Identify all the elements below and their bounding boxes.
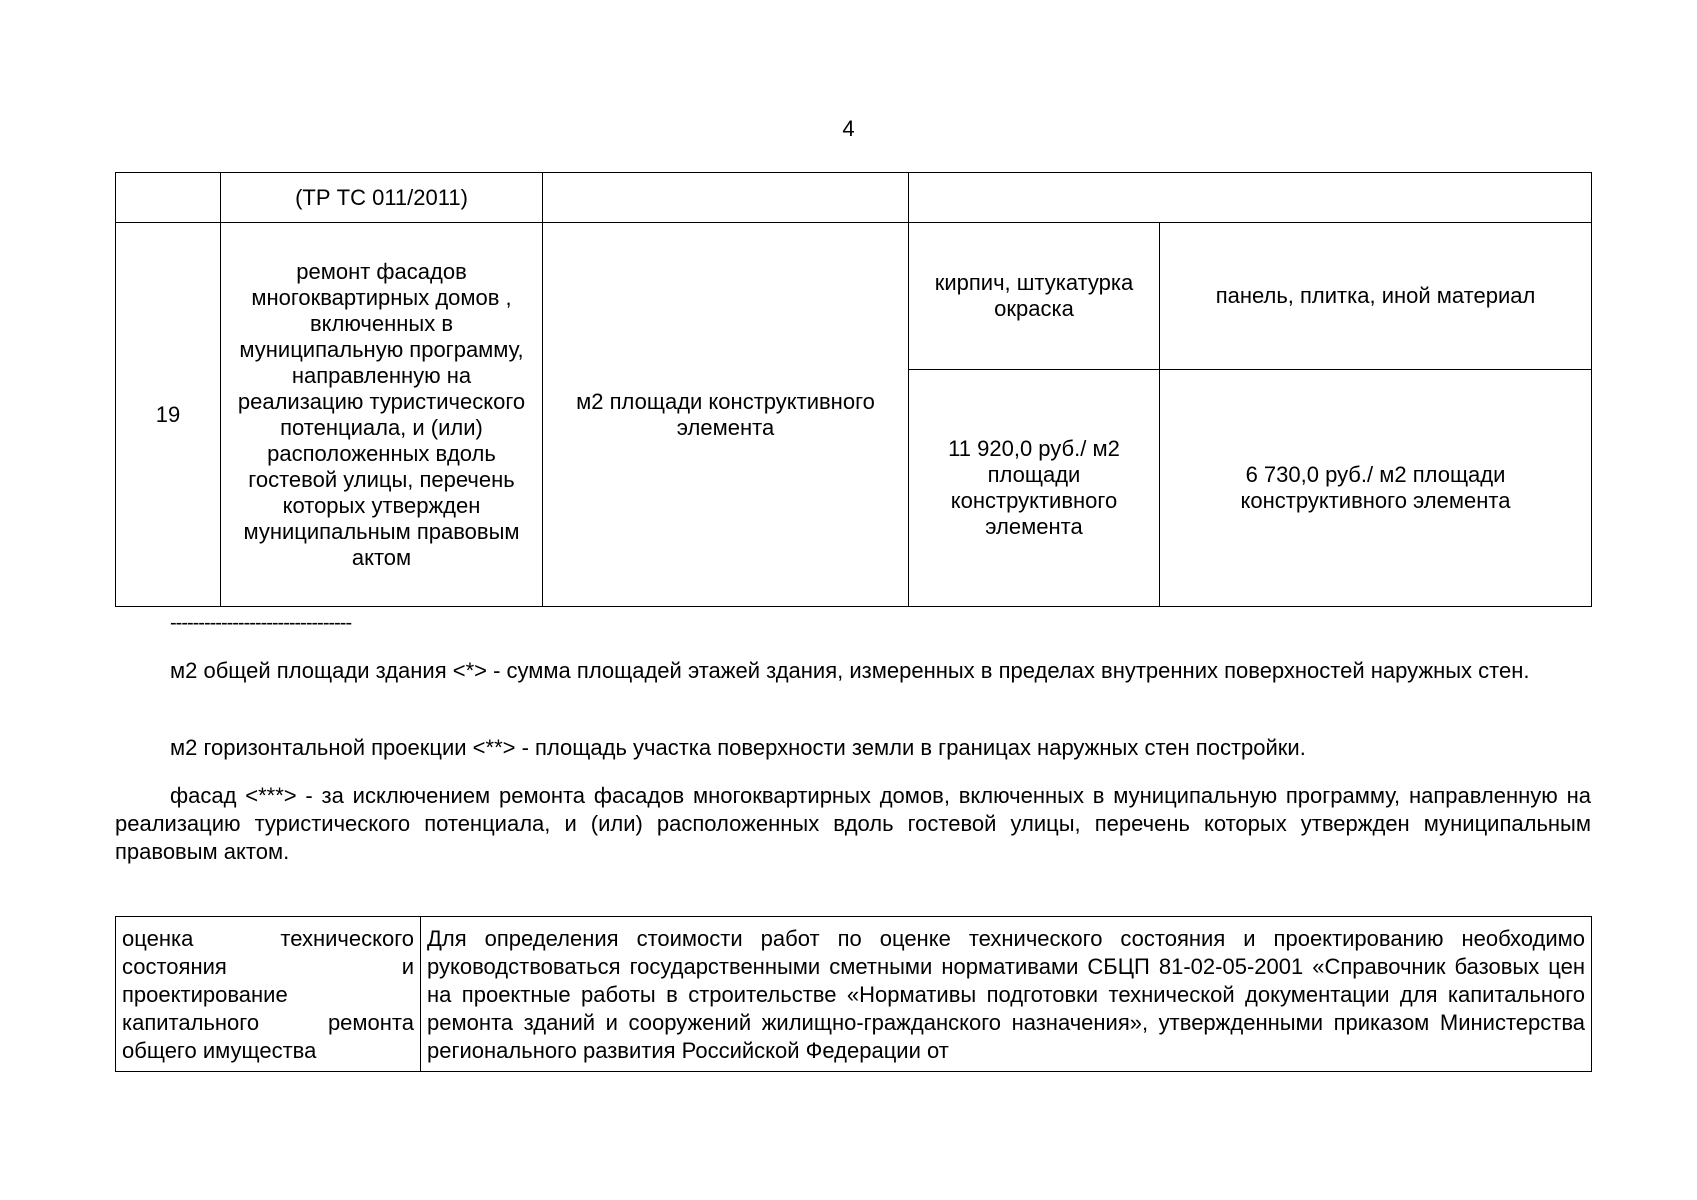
table-cell-material-header-a: кирпич, штукатурка окраска (909, 223, 1160, 370)
assessment-table (115, 916, 1592, 1072)
table-cell-empty (909, 173, 1592, 223)
footnote-3: фасад <***> - за исключением ремонта фасадов многоквартирных домов, включенных в муниципальную программу, направленную на реализацию туристического потенциала, и (или) расположенных вдоль гостевой улицы, перечень которых утвержден муниципальным правовым актом. (115, 783, 1591, 864)
table-cell-instructions: Для определения стоимости работ по оценке технического состояния и проектированию необходимо руководствоваться государственными сметными нормативами СБЦП 81-02-05-2001 «Справочник базовых цен на проектные работы в строительстве «Нормативы подготовки технической документации для капитального ремонта зданий и сооружений жилищно-гражданского назначения», утвержденными приказом Министерства регионального развития Российской Федерации от (421, 917, 1592, 1072)
table-cell-empty (116, 173, 221, 223)
table-cell-empty (543, 173, 909, 223)
table-row (116, 223, 1592, 370)
table-cell-unit: м2 площади конструктивного элемента (543, 223, 909, 607)
table-cell-row-number: 19 (116, 223, 221, 607)
table-cell-standard: (ТР ТС 011/2011) (221, 173, 543, 223)
table-cell-material-header-b: панель, плитка, иной материал (1160, 223, 1592, 370)
footnote-separator: -------------------------------- (170, 612, 352, 634)
table-cell-work-type: оценка технического состояния и проектирование капитального ремонта общего имущества (116, 917, 421, 1072)
table-row (116, 917, 1592, 1072)
page-number: 4 (842, 116, 855, 141)
table-cell-work-description: ремонт фасадов многоквартирных домов , включенных в муниципальную программу, направленную на реализацию туристического потенциала, и (или) расположенных вдоль гостевой улицы, перечень которых утвержден муниципальным правовым актом (221, 223, 543, 607)
rates-table (115, 172, 1592, 607)
footnote-1: м2 общей площади здания <*> - сумма площадей этажей здания, измеренных в пределах внутренних поверхностей наружных стен. (170, 658, 1530, 683)
footnote-2: м2 горизонтальной проекции <**> - площадь участка поверхности земли в границах наружных стен постройки. (170, 735, 1306, 760)
table-cell-price-a: 11 920,0 руб./ м2 площади конструктивного элемента (909, 370, 1160, 607)
table-row (116, 173, 1592, 223)
table-cell-price-b: 6 730,0 руб./ м2 площади конструктивного элемента (1160, 370, 1592, 607)
